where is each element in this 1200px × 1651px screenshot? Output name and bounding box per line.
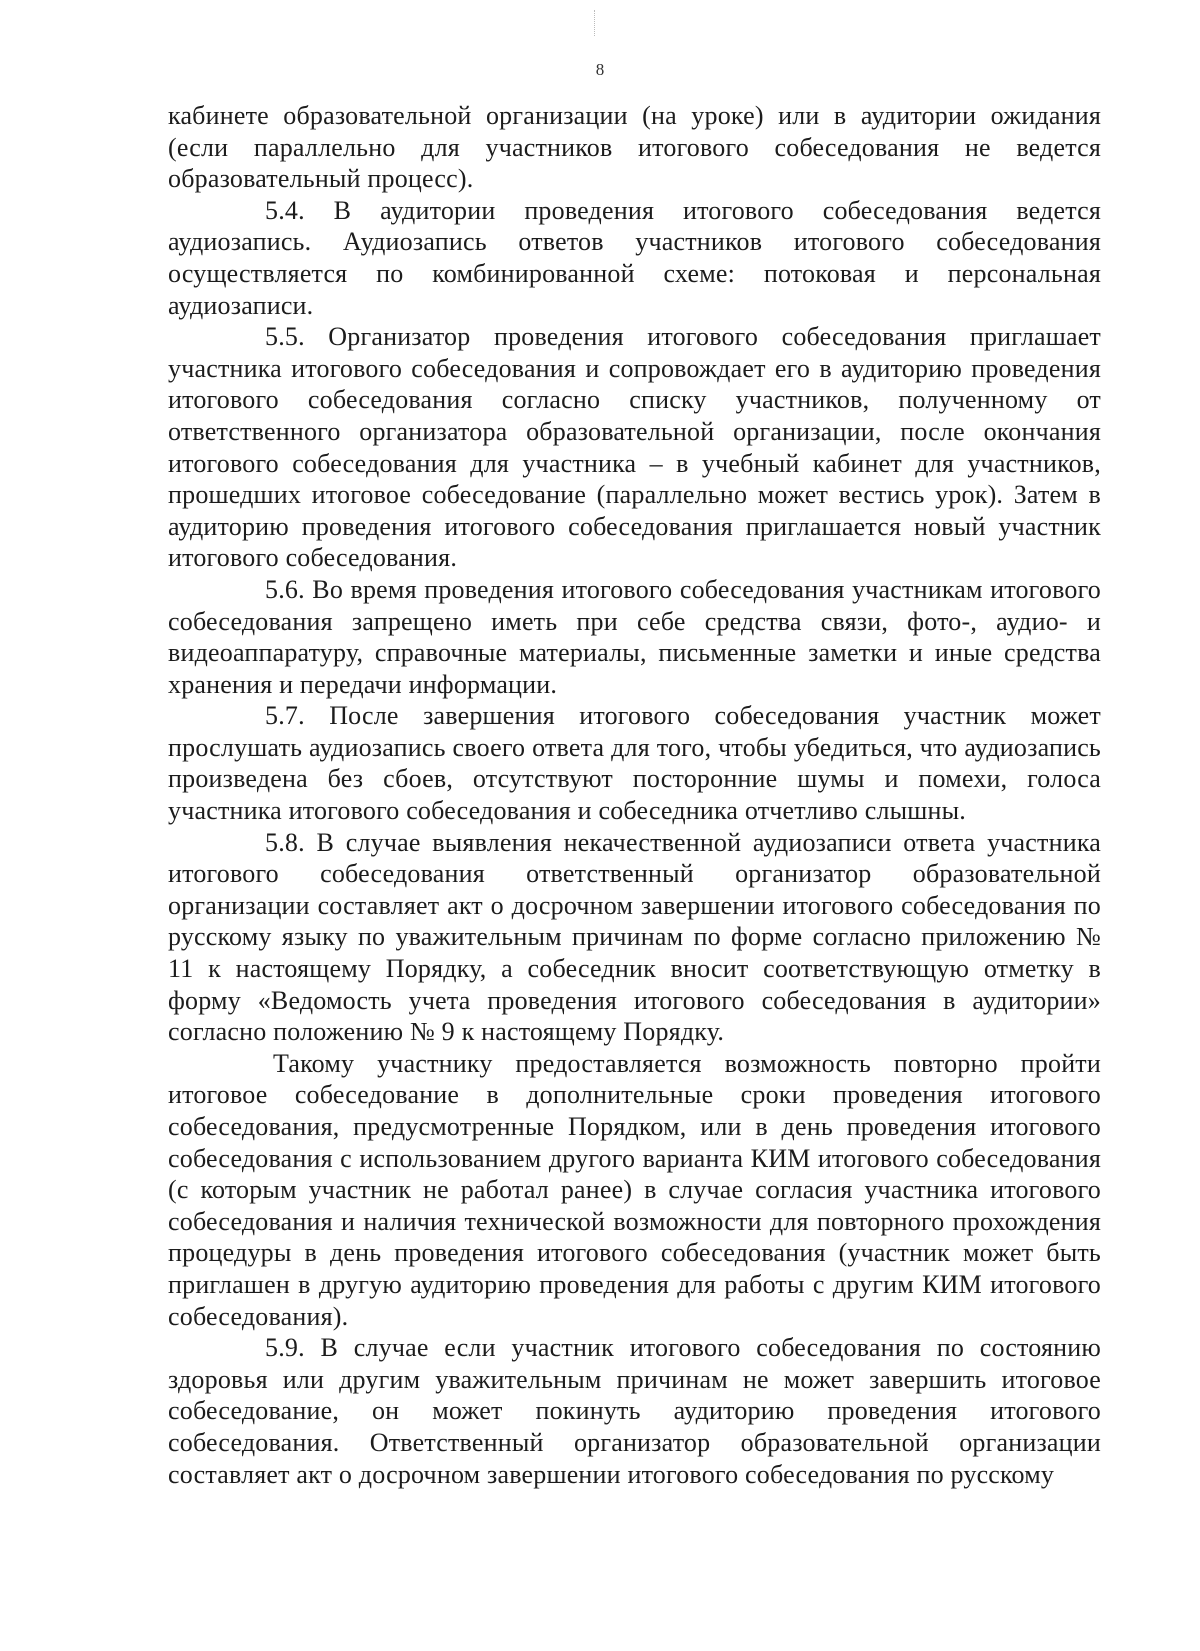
paragraph-5-6: 5.6. Во время проведения итогового собеседования участникам итогового собеседования запрещено иметь при себе средства связи, фото-, аудио- и видеоаппаратуру, справочные материалы, письменные заметки и иные средства хранения и передачи информации. [168, 574, 1101, 699]
document-body [168, 100, 1101, 1490]
paragraph-5-9: 5.9. В случае если участник итогового собеседования по состоянию здоровья или другим уважительным причинам не может завершить итоговое собеседование, он может покинуть аудиторию проведения итогового собеседования. Ответственный организатор образовательной организации составляет акт о досрочном завершении итогового собеседования по русскому [168, 1333, 1101, 1489]
paragraph-5-5: 5.5. Организатор проведения итогового собеседования приглашает участника итогового собеседования и сопровождает его в аудиторию проведения итогового собеседования согласно списку участников, полученному от ответственного организатора образовательной организации, после окончания итогового собеседования для участника – в учебный кабинет для участников, прошедших итоговое собеседование (параллельно может вестись урок). Затем в аудиторию проведения итогового собеседования приглашается новый участник итогового собеседования. [168, 322, 1101, 573]
paragraph-5-4: 5.4. В аудитории проведения итогового собеседования ведется аудиозапись. Аудиозапись ответов участников итогового собеседования осуществляется по комбинированной схеме: потоковая и персональная аудиозаписи. [168, 195, 1101, 320]
scan-artifact [594, 10, 597, 36]
paragraph-continuation: кабинете образовательной организации (на уроке) или в аудитории ожидания (если параллельно для участников итогового собеседования не ведется образовательный процесс). [168, 101, 1101, 194]
paragraph-5-8: 5.8. В случае выявления некачественной аудиозаписи ответа участника итогового собеседования ответственный организатор образовательной организации составляет акт о досрочном завершении итогового собеседования по русскому языку по уважительным причинам по форме согласно приложению № 11 к настоящему Порядку, а собеседник вносит соответствующую отметку в форму «Ведомость учета проведения итогового собеседования в аудитории» согласно положению № 9 к настоящему Порядку. [168, 827, 1101, 1047]
paragraph-5-8-continuation: Такому участнику предоставляется возможность повторно пройти итоговое собеседование в дополнительные сроки проведения итогового собеседования, предусмотренные Порядком, или в день проведения итогового собеседования с использованием другого варианта КИМ итогового собеседования (с которым участник не работал ранее) в случае согласия участника итогового собеседования и наличия технической возможности для повторного прохождения процедуры в день проведения итогового собеседования (участник может быть приглашен в другую аудиторию проведения для работы с другим КИМ итогового собеседования). [168, 1048, 1101, 1331]
paragraph-5-7: 5.7. После завершения итогового собеседования участник может прослушать аудиозапись своего ответа для того, чтобы убедиться, что аудиозапись произведена без сбоев, отсутствуют посторонние шумы и помехи, голоса участника итогового собеседования и собеседника отчетливо слышны. [168, 701, 1101, 826]
page-number: 8 [595, 60, 605, 79]
